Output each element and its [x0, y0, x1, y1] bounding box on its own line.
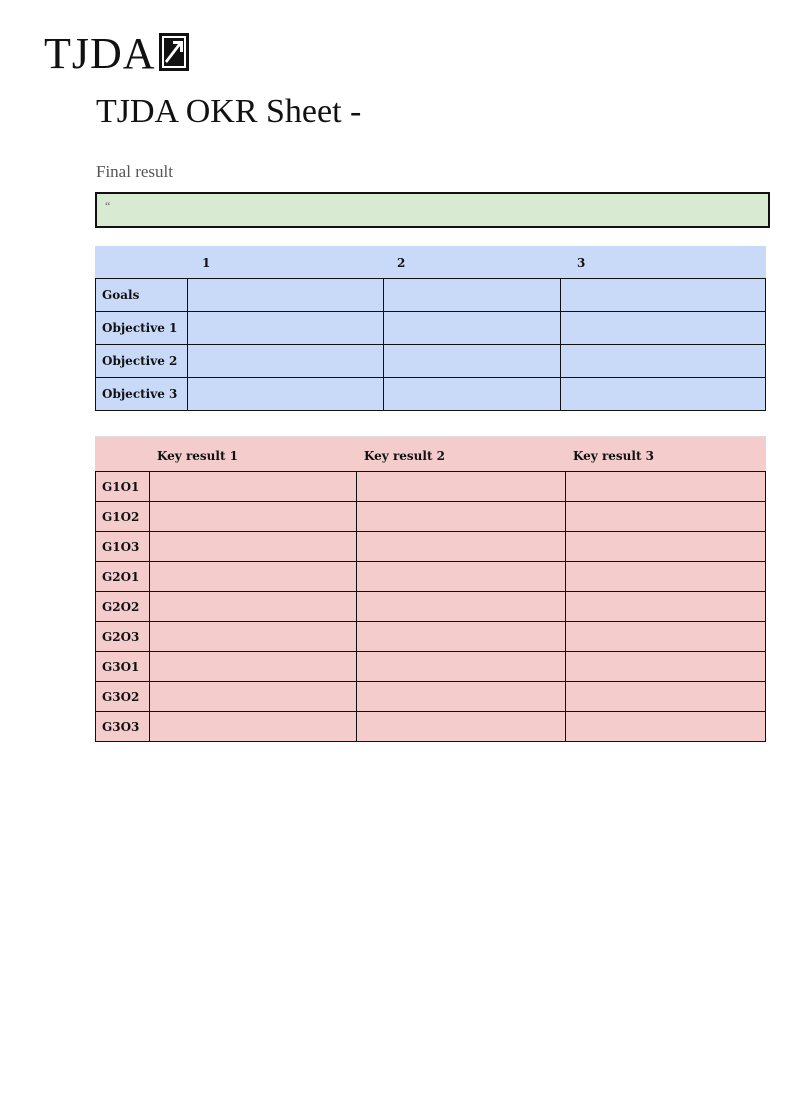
kr-row	[96, 712, 766, 742]
kr-row-label: G3O3	[96, 712, 150, 742]
kr-row	[96, 532, 766, 562]
kr-cell[interactable]	[566, 472, 766, 502]
kr-col-header: Key result 2	[364, 449, 446, 463]
kr-cell[interactable]	[357, 472, 566, 502]
kr-cell[interactable]	[566, 622, 766, 652]
goals-cell[interactable]	[188, 378, 384, 411]
goals-table	[95, 246, 766, 411]
goals-cell[interactable]	[188, 312, 384, 345]
final-result-label: Final result	[96, 162, 173, 181]
kr-row	[96, 622, 766, 652]
kr-row-label: G1O1	[96, 472, 150, 502]
goals-row-label: Objective 2	[96, 345, 188, 378]
kr-row-label: G2O3	[96, 622, 150, 652]
logo	[44, 26, 190, 76]
kr-cell[interactable]	[357, 532, 566, 562]
kr-cell[interactable]	[357, 682, 566, 712]
goals-cell[interactable]	[384, 312, 561, 345]
kr-row	[96, 592, 766, 622]
key-results-table	[95, 436, 766, 742]
goals-row-label: Objective 3	[96, 378, 188, 411]
goals-row	[96, 312, 766, 345]
kr-cell[interactable]	[566, 592, 766, 622]
kr-row	[96, 562, 766, 592]
kr-row	[96, 682, 766, 712]
goals-col-header: 2	[397, 256, 406, 270]
kr-col-header: Key result 3	[573, 449, 655, 463]
kr-cell[interactable]	[150, 652, 357, 682]
kr-row	[96, 652, 766, 682]
kr-cell[interactable]	[566, 682, 766, 712]
kr-row-label: G1O2	[96, 502, 150, 532]
kr-cell[interactable]	[150, 502, 357, 532]
kr-row-label: G2O1	[96, 562, 150, 592]
goals-grid	[95, 278, 766, 411]
kr-cell[interactable]	[357, 712, 566, 742]
kr-cell[interactable]	[566, 502, 766, 532]
kr-cell[interactable]	[357, 622, 566, 652]
kr-cell[interactable]	[566, 712, 766, 742]
goals-cell[interactable]	[561, 378, 766, 411]
kr-cell[interactable]	[150, 712, 357, 742]
kr-cell[interactable]	[357, 502, 566, 532]
logo-text: TJDA	[44, 29, 156, 78]
kr-row-label: G2O2	[96, 592, 150, 622]
kr-col-header: Key result 1	[157, 449, 239, 463]
goals-table-header	[95, 246, 766, 278]
kr-row	[96, 502, 766, 532]
kr-row-label: G3O2	[96, 682, 150, 712]
kr-cell[interactable]	[150, 592, 357, 622]
kr-cell[interactable]	[150, 682, 357, 712]
kr-cell[interactable]	[357, 652, 566, 682]
kr-cell[interactable]	[357, 592, 566, 622]
goals-row-label: Goals	[96, 279, 188, 312]
goals-row	[96, 345, 766, 378]
goals-cell[interactable]	[384, 279, 561, 312]
goals-cell[interactable]	[188, 279, 384, 312]
goals-cell[interactable]	[384, 345, 561, 378]
kr-cell[interactable]	[357, 562, 566, 592]
goals-col-header: 3	[577, 256, 586, 270]
kr-cell[interactable]	[150, 622, 357, 652]
goals-row-label: Objective 1	[96, 312, 188, 345]
key-results-grid	[95, 471, 766, 742]
goals-cell[interactable]	[561, 345, 766, 378]
kr-cell[interactable]	[566, 562, 766, 592]
goals-cell[interactable]	[561, 279, 766, 312]
goals-cell[interactable]	[188, 345, 384, 378]
kr-cell[interactable]	[150, 562, 357, 592]
kr-cell[interactable]	[566, 652, 766, 682]
kr-row-label: G1O3	[96, 532, 150, 562]
kr-row	[96, 472, 766, 502]
final-result-field[interactable]	[95, 192, 770, 228]
final-result-value: “	[105, 199, 111, 213]
goals-cell[interactable]	[384, 378, 561, 411]
kr-cell[interactable]	[150, 472, 357, 502]
goals-row	[96, 378, 766, 411]
kr-row-label: G3O1	[96, 652, 150, 682]
kr-cell[interactable]	[150, 532, 357, 562]
goals-col-header: 1	[202, 256, 211, 270]
goals-row	[96, 279, 766, 312]
kr-cell[interactable]	[566, 532, 766, 562]
goals-cell[interactable]	[561, 312, 766, 345]
key-results-header	[95, 436, 766, 471]
page-title: TJDA OKR Sheet -	[96, 93, 362, 130]
arrow-book-icon	[158, 32, 190, 72]
